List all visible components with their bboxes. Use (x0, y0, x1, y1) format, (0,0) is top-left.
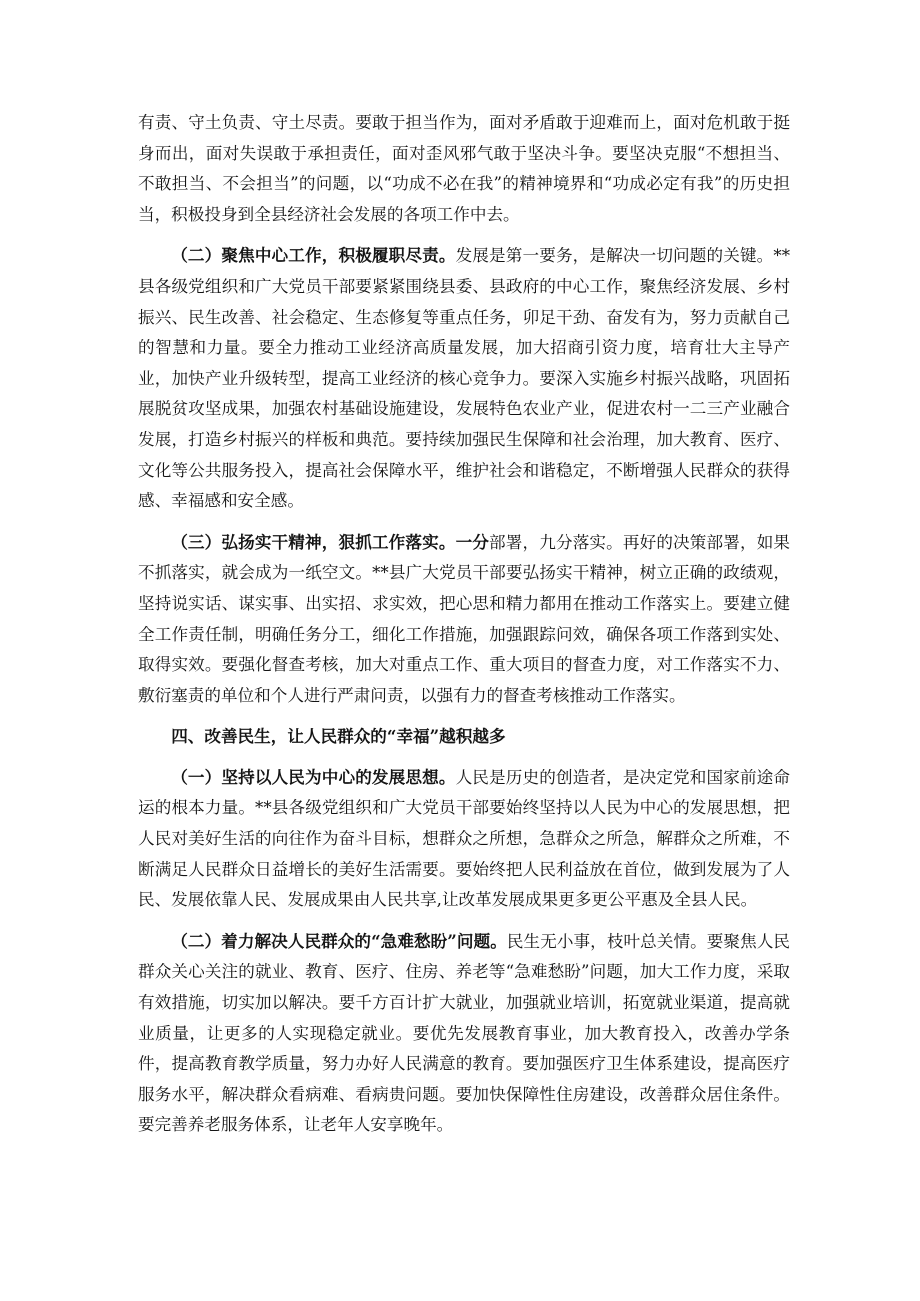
paragraph-text: 人民是历史的创造者，是决定党和国家前途命运的根本力量。**县各级党组织和广大党员干部要始终坚持以人民为中心的发展思想，把人民对美好生活的向往作为奋斗目标，想群众之所想，急群众之所急，解群众之所难，不断满足人民群众日益增长的美好生活需要。要始终把人民利益放在首位，做到发展为了人民、发展依靠人民、发展成果由人民共享,让改革发展成果更多更公平惠及全县人民。 (138, 767, 791, 910)
paragraph-text: 民生无小事，枝叶总关情。要聚焦人民群众关心关注的就业、教育、医疗、住房、养老等“急难愁盼”问题，加大工作力度，采取有效措施，切实加以解决。要千方百计扩大就业，加强就业培训，拓宽就业渠道，提高就业质量，让更多的人实现稳定就业。要优先发展教育事业，加大教育投入，改善办学条件，提高教育教学质量，努力办好人民满意的教育。要加强医疗卫生体系建设，提高医疗服务水平，解决群众看病难、看病贵问题。要加快保障性住房建设，改善群众居住条件。要完善养老服务体系，让老年人安享晚年。 (138, 931, 790, 1135)
paragraph-focus-central-work (138, 240, 790, 516)
paragraph-urgent-concerns (138, 926, 790, 1141)
paragraph-text: 有责、守土负责、守土尽责。要敢于担当作为，面对矛盾敢于迎难而上，面对危机敢于挺身而出，面对失误敢于承担责任，面对歪风邪气敢于坚决斗争。要坚决克服“不想担当、不敢担当、不会担当”的问题，以“功成不必在我”的精神境界和“功成必定有我”的历史担当，积极投身到全县经济社会发展的各项工作中去。 (138, 113, 790, 224)
paragraph-continuation (138, 108, 790, 230)
paragraph-practical-spirit (138, 527, 790, 712)
paragraph-heading-tail: 一分 (455, 531, 490, 552)
section-heading-four: 四、改善民生，让人民群众的“幸福”越积越多 (171, 726, 506, 747)
paragraph-heading: （二）着力解决人民群众的“急难愁盼”问题。 (171, 930, 507, 951)
paragraph-people-centered (138, 762, 790, 916)
paragraph-text: 发展是第一要务，是解决一切问题的关键。**县各级党组织和广大党员干部要紧紧围绕县委、县政府的中心工作，聚焦经济发展、乡村振兴、民生改善、社会稳定、生态修复等重点任务，卯足干劲、奋发有为，努力贡献自己的智慧和力量。要全力推动工业经济高质量发展，加大招商引资力度，培育壮大主导产业，加快产业升级转型，提高工业经济的核心竞争力。要深入实施乡村振兴战略，巩固拓展脱贫攻坚成果，加强农村基础设施建设，发展特色农业产业，促进农村一二三产业融合发展，打造乡村振兴的样板和典范。要持续加强民生保障和社会治理，加大教育、医疗、文化等公共服务投入，提高社会保障水平，维护社会和谐稳定，不断增强人民群众的获得感、幸福感和安全感。 (138, 246, 791, 511)
document-page (138, 108, 790, 1151)
paragraph-heading: （一）坚持以人民为中心的发展思想。 (171, 766, 456, 787)
paragraph-heading: （三）弘扬实干精神，狠抓工作落实。 (171, 531, 456, 552)
paragraph-heading: （二）聚焦中心工作，积极履职尽责。 (171, 245, 456, 266)
paragraph-text: 部署，九分落实。再好的决策部署，如果不抓落实，就会成为一纸空文。**县广大党员干部要弘扬实干精神，树立正确的政绩观，坚持说实话、谋实事、出实招、求实效，把心思和精力都用在推动工作落实上。要建立健全工作责任制，明确任务分工，细化工作措施，加强跟踪问效，确保各项工作落到实处、取得实效。要强化督查考核，加大对重点工作、重大项目的督查力度，对工作落实不力、敷衍塞责的单位和个人进行严肃问责，以强有力的督查考核推动工作落实。 (138, 532, 791, 705)
